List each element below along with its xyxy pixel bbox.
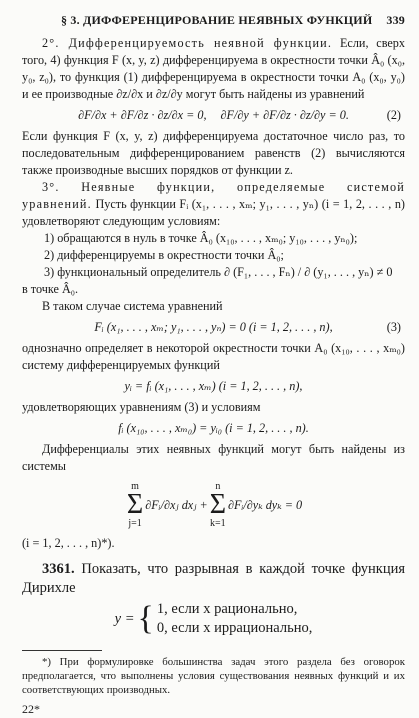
equation-left: ∂F/∂x + ∂F/∂z · ∂z/∂x = 0, <box>78 108 207 122</box>
paragraph-conditions: удовлетворяющих уравнениям (3) и условиям <box>22 400 261 414</box>
dirichlet-lhs: y = <box>114 610 135 627</box>
equation-2 <box>22 107 405 124</box>
conditions-list <box>22 230 405 281</box>
dirichlet-cases <box>157 600 313 638</box>
equation-number: (3) <box>386 320 401 334</box>
paragraph-differentiability <box>22 35 405 103</box>
condition-item: 1) обращаются в нуль в точке Â₀ (x₁₀, . . . , xₘ₀; y₁₀, . . . , yₙ₀); <box>44 231 358 245</box>
dirichlet-case: 0, если x иррационально, <box>156 620 313 636</box>
problem-3361 <box>22 560 405 598</box>
footnote: *) При формулировке большинства задач этого раздела без оговорок предполагается, что выполнены условия существования неявных функций и их соответствующих производных. <box>22 656 405 696</box>
paragraph-lead: 3°. Неявные функции, определяемые системой уравнений. <box>22 180 405 211</box>
equation-body: yᵢ = fᵢ (x₁, . . . , xₘ) (i = 1, 2, . . . , n), <box>124 379 303 393</box>
condition-tail: в точке Â₀. <box>22 282 79 296</box>
equation-3 <box>22 319 405 336</box>
brace-icon: { <box>137 600 154 637</box>
paragraph-text: Если, сверх того, 4) функция F (x, y, z) дифференцируема в окрестности точки Â₀ (x₀, y₀, z₀), то функция (1) дифференцируема в окрестности точки A₀ (x₀, y₀) и ее производные ∂z/∂x и ∂z/∂y могут быть найдены из уравнений <box>22 36 405 101</box>
condition-item: 2) дифференцируемы в окрестности точки Â₀; <box>44 248 284 262</box>
equation-system <box>22 481 405 529</box>
equation-number: (2) <box>386 108 401 122</box>
paragraph-uniqueness: однозначно определяет в некоторой окрестности точки A₀ (x₁₀, . . . , xₘ₀) систему дифференцируемых функций <box>22 341 405 372</box>
paragraph-text: Пусть функции Fᵢ (x₁, . . . , xₘ; y₁, . . . , yₙ) (i = 1, 2, . . . , n) удовлетворяют следующим условиям: <box>22 197 405 228</box>
dirichlet-function <box>22 600 405 638</box>
equation-body: fᵢ (x₁₀, . . . , xₘ₀) = yᵢ₀ (i = 1, 2, . . . , n). <box>118 421 309 435</box>
equation-initial <box>22 420 405 437</box>
dirichlet-case: 1, если x рационально, <box>156 601 298 617</box>
paragraph-index-range: (i = 1, 2, . . . , n)*). <box>22 536 115 550</box>
condition-item: 3) функциональный определитель ∂ (F₁, . . . , Fₙ) / ∂ (y₁, . . . , yₙ) ≠ 0 <box>44 265 393 279</box>
paragraph-differentials: Дифференциалы этих неявных функций могут быть найдены из системы <box>22 442 405 473</box>
signature-mark: 22* <box>22 702 40 716</box>
sum-symbol: n Σ k=1 <box>209 481 226 529</box>
running-header <box>22 12 405 29</box>
footnote-divider <box>22 650 102 651</box>
sum-term: ∂Fᵢ/∂xⱼ dxⱼ + <box>145 497 208 512</box>
paragraph-system <box>22 179 405 230</box>
equation-functions <box>22 378 405 395</box>
equation-right: ∂F/∂y + ∂F/∂z · ∂z/∂y = 0. <box>220 108 349 122</box>
problem-number: 3361. <box>42 561 75 577</box>
section-title: § 3. ДИФФЕРЕНЦИРОВАНИЕ НЕЯВНЫХ ФУНКЦИЙ <box>61 13 373 27</box>
equation-body: Fᵢ (x₁, . . . , xₘ; y₁, . . . , yₙ) = 0 (i = 1, 2, . . . , n), <box>94 320 333 334</box>
paragraph-system-intro: В таком случае система уравнений <box>42 299 223 313</box>
problem-text: Показать, что разрывная в каждой точке функция Дирихле <box>22 561 406 596</box>
paragraph-higher-derivatives: Если функция F (x, y, z) дифференцируема достаточное число раз, то последовательным дифференцированием равенств (2) вычисляются также производные высших порядков от функции z. <box>22 129 405 177</box>
sum-symbol: m Σ j=1 <box>126 481 144 529</box>
sum-term: ∂Fᵢ/∂yₖ dyₖ = 0 <box>228 497 303 512</box>
page-number: 339 <box>386 13 405 27</box>
paragraph-lead: 2°. Дифференцируемость неявной функции. <box>42 36 333 50</box>
